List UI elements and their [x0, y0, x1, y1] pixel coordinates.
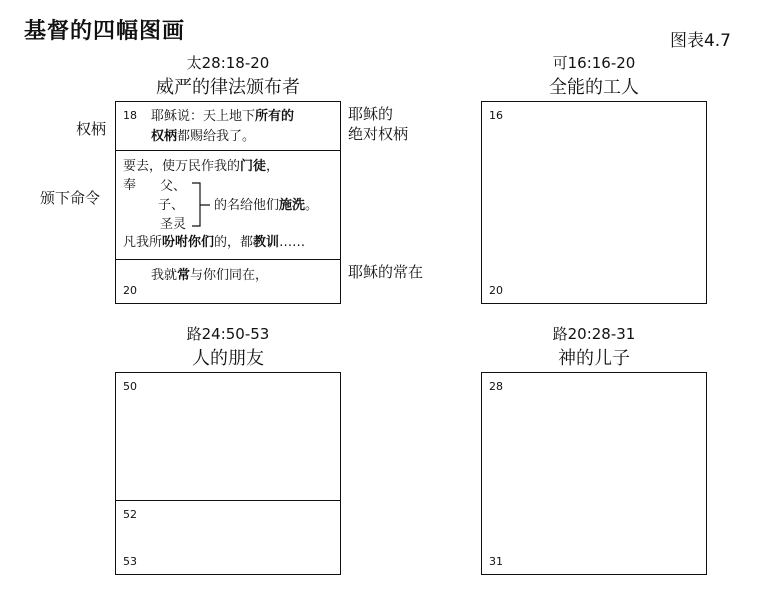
verse-number-50: 50 — [123, 380, 137, 393]
label-command: 颁下命令 — [40, 189, 101, 207]
figure-label: 图表4.7 — [669, 31, 731, 51]
mark-box — [481, 101, 707, 304]
divider-line — [116, 150, 340, 151]
page-title: 基督的四幅图画 — [24, 19, 186, 44]
verse-number-16: 16 — [489, 109, 503, 122]
matthew-line-1: 耶稣说：天上地下所有的 — [151, 109, 295, 124]
matthew-line-6: 我就常与你们同在， — [151, 268, 269, 283]
luke-subtitle: 人的朋友 — [192, 348, 264, 369]
matthew-subtitle: 威严的律法颁布者 — [156, 77, 300, 98]
verse-number-20: 20 — [489, 284, 503, 297]
luke-reference: 路24:50-53 — [186, 325, 270, 343]
verse-number-53: 53 — [123, 555, 137, 568]
label-jesus-presence: 耶稣的常在 — [348, 263, 424, 281]
mark-reference: 可16:16-20 — [552, 54, 636, 72]
word-feng: 奉 — [123, 178, 137, 193]
matthew-line-baptize: 的名给他们施洗。 — [214, 198, 319, 213]
john-subtitle: 神的儿子 — [558, 348, 630, 369]
luke-box — [115, 372, 341, 575]
word-holy-spirit: 圣灵 — [160, 217, 187, 232]
matthew-line-5: 凡我所吩咐你们的，都教训…… — [123, 235, 306, 250]
label-jesus-of: 耶稣的 — [348, 105, 394, 123]
john-reference: 路20:28-31 — [552, 325, 636, 343]
verse-number-28: 28 — [489, 380, 503, 393]
matthew-box — [115, 101, 341, 304]
matthew-reference: 太28:18-20 — [186, 54, 270, 72]
john-box — [481, 372, 707, 575]
verse-number-20: 20 — [123, 284, 137, 297]
verse-number-31: 31 — [489, 555, 503, 568]
divider-line — [116, 500, 340, 501]
word-son: 子、 — [158, 198, 185, 213]
matthew-line-3: 要去，使万民作我的门徒， — [123, 159, 280, 174]
label-absolute-authority: 绝对权柄 — [348, 125, 409, 143]
divider-line — [116, 259, 340, 260]
verse-number-52: 52 — [123, 508, 137, 521]
verse-number-18: 18 — [123, 109, 137, 122]
word-father: 父、 — [160, 179, 187, 194]
mark-subtitle: 全能的工人 — [549, 77, 639, 98]
label-authority: 权柄 — [76, 120, 107, 138]
matthew-line-2: 权柄都赐给我了。 — [151, 129, 256, 144]
